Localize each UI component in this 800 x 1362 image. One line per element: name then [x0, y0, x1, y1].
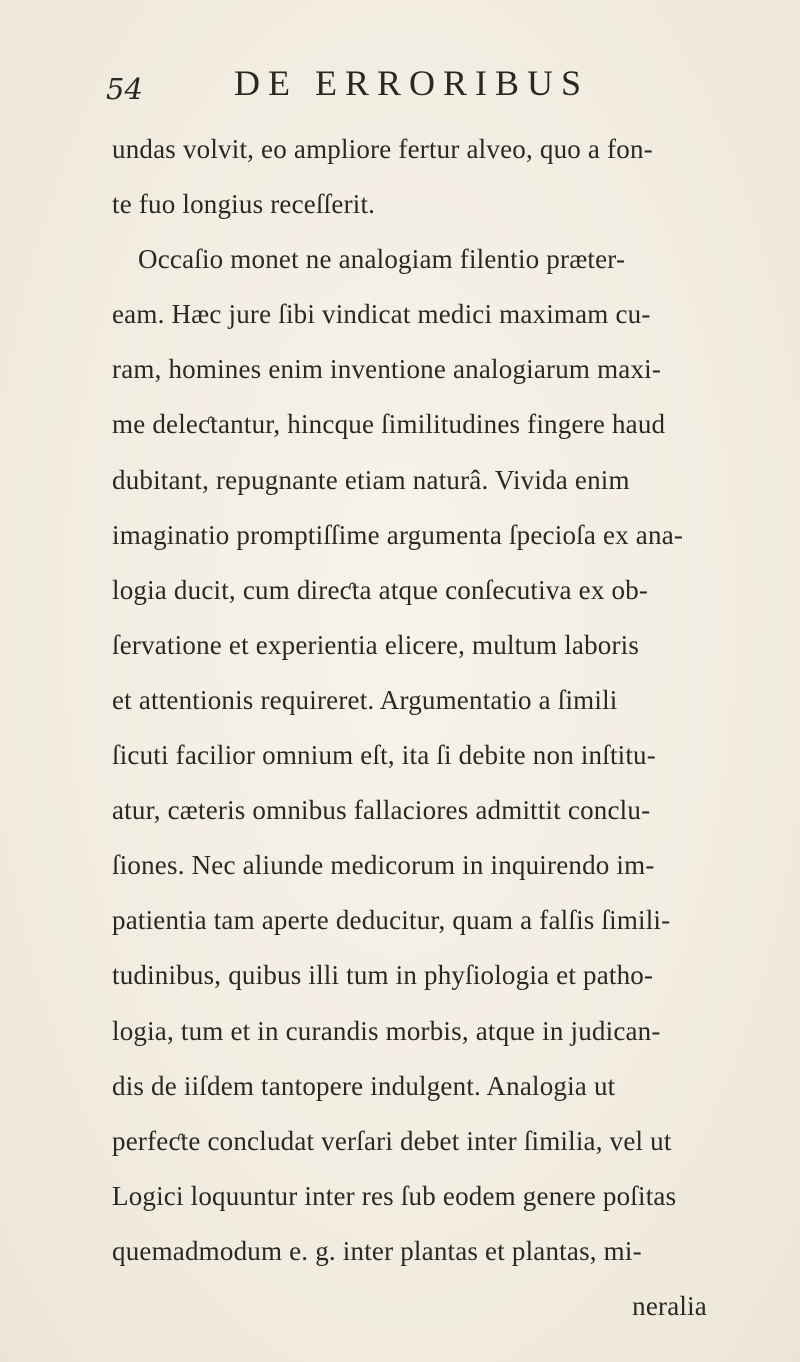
text-line: te fuo longius receſſerit. — [112, 189, 376, 220]
page-number: 54 — [106, 72, 143, 106]
text-line: quemadmodum e. g. inter plantas et plantas, mi- — [112, 1235, 642, 1266]
running-title: DE ERRORIBUS — [234, 63, 590, 103]
text-line: dis de iiſdem tantopere indulgent. Analogia ut — [112, 1070, 616, 1101]
text-line: dubitant, repugnante etiam naturâ. Vivida enim — [112, 464, 630, 495]
text-line: logia ducit, cum direƈta atque conſecutiva ex ob- — [112, 574, 649, 605]
text-line: eam. Hæc jure ſibi vindicat medici maximam cu- — [112, 299, 651, 330]
text-line: me deleƈtantur, hincque ſimilitudines fingere haud — [112, 409, 666, 440]
text-line: imaginatio promptiſſime argumenta ſpecioſa ex ana- — [112, 519, 684, 550]
text-line: tudinibus, quibus illi tum in phyſiologia et patho- — [112, 960, 654, 991]
text-line: undas volvit, eo ampliore fertur alveo, quo a fon- — [112, 134, 653, 164]
text-line: ſervatione et experientia elicere, multum laboris — [112, 629, 640, 660]
text-line: perfeƈte concludat verſari debet inter ſimilia, vel ut — [112, 1125, 672, 1156]
paragraph-start-line: Occaſio monet ne analogiam filentio præter- — [138, 244, 626, 275]
text-line: atur, cæteris omnibus fallaciores admittit conclu- — [112, 795, 651, 826]
text-line: ſiones. Nec aliunde medicorum in inquirendo im- — [112, 850, 655, 881]
catchword: neralia — [632, 1290, 707, 1321]
text-line: et attentionis requireret. Argumentatio a ſimili — [112, 684, 618, 715]
text-line: logia, tum et in curandis morbis, atque in judican- — [112, 1015, 661, 1046]
text-line: patientia tam aperte deducitur, quam a falſis ſimili- — [112, 905, 671, 936]
text-line: ſicuti facilior omnium eſt, ita ſi debite non inſtitu- — [112, 740, 656, 771]
body-text — [112, 122, 712, 1334]
text-line: ram, homines enim inventione analogiarum maxi- — [112, 354, 662, 385]
text-line: Logici loquuntur inter res ſub eodem genere poſitas — [112, 1180, 677, 1211]
page-header — [0, 62, 800, 112]
